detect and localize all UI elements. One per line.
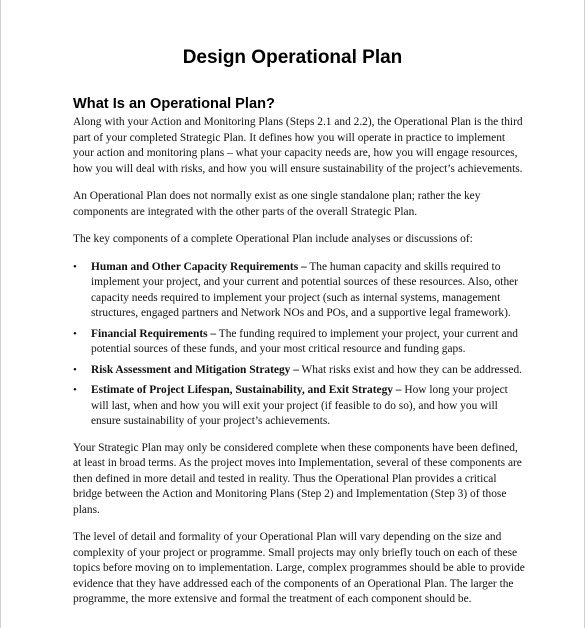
list-item-term: Risk Assessment and Mitigation Strategy – — [91, 363, 299, 376]
paragraph-completion: Your Strategic Plan may only be considered complete when these components have been defined, at least in broad terms. As the project moves into Implementation, several of these components are then defined in more detail and tested in reality. Thus the Operational Plan provides a critical bridge between the Action and Monitoring Plans (Step 2) and Implementation (Step 3) of those plans. — [73, 441, 522, 516]
list-item — [73, 363, 525, 379]
paragraph-detail-level: The level of detail and formality of your Operational Plan will vary depending on the size and complexity of your project or programme. Small projects may only briefly touch on each of these topics before moving on to implementation. Large, complex programmes should be able to provide evidence that they have addressed each of the components of an Operational Plan. The larger the programme, the more extensive and formal the treatment of each component should be. — [73, 531, 525, 605]
section-heading: What Is an Operational Plan? — [73, 96, 275, 112]
bullet-icon: • — [73, 384, 77, 396]
paragraph-intro: Along with your Action and Monitoring Plans (Steps 2.1 and 2.2), the Operational Plan is the third part of your completed Strategic Plan. It defines how you will operate in practice to implement your action and monitoring plans – what your capacity needs are, how you will engage resources, how you will deal with risks, and how you will ensure sustainability of the project’s achievements. — [73, 116, 523, 175]
list-item-term: Human and Other Capacity Requirements – — [91, 260, 307, 273]
bullet-icon: • — [73, 260, 77, 273]
document-title: Design Operational Plan — [182, 47, 403, 68]
list-item-text: The human capacity and skills required to implement your project, and your current and potential sources of these resources. Also, other capacity needs required to implement your project (such as internal systems, management structures, engaged partners and Network NOs and POs, and a supportive legal framework). — [91, 260, 519, 319]
paragraph-integration: An Operational Plan does not normally exist as one single standalone plan; rather the key components are integrated with the other parts of the overall Strategic Plan. — [73, 190, 481, 218]
document-body — [73, 115, 525, 620]
key-components-list — [73, 260, 525, 430]
list-item-term: Financial Requirements – — [91, 327, 217, 340]
bullet-icon: • — [73, 327, 77, 340]
list-item-text: What risks exist and how they can be addressed. — [298, 363, 523, 376]
bullet-icon: • — [73, 363, 77, 376]
list-item — [73, 383, 525, 430]
list-item — [73, 260, 525, 322]
list-item — [73, 327, 525, 358]
list-item-term: Estimate of Project Lifespan, Sustainability, and Exit Strategy – — [91, 384, 402, 396]
list-item-text: The funding required to implement your project, your current and potential sources of these funds, and your most critical resource and funding gaps. — [91, 327, 518, 355]
paragraph-key-components: The key components of a complete Operational Plan include analyses or discussions of: — [73, 233, 473, 245]
list-item-text: How long your project will last, when and how you will exit your project (if feasible to do so), and how you will ensure sustainability of your project’s achievements. — [91, 384, 508, 427]
